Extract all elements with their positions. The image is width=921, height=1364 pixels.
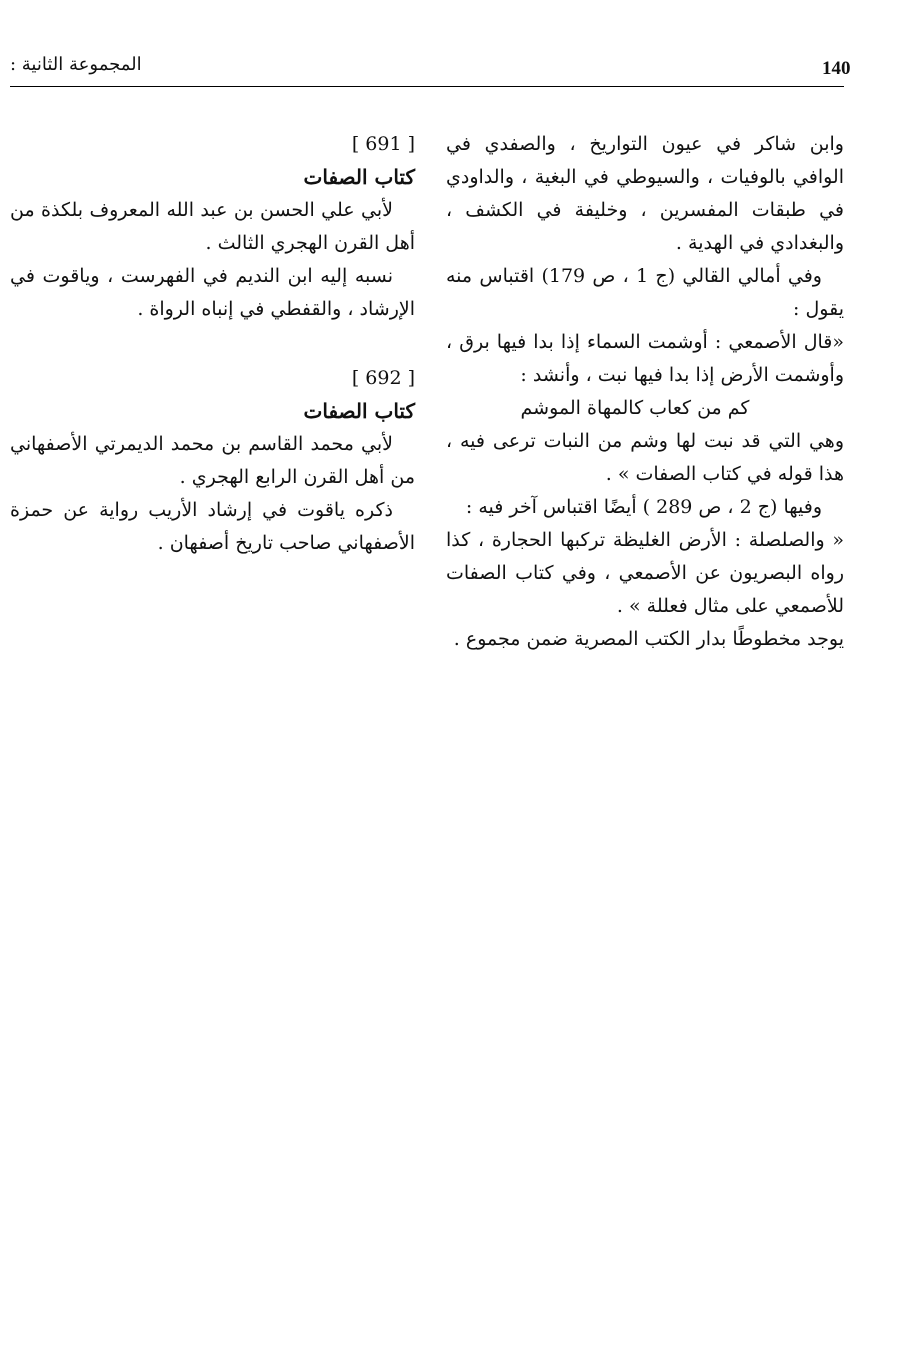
paragraph: وهي التي قد نبت لها وشم من النبات ترعى فيه ، هذا قوله في كتاب الصفات » .: [446, 430, 844, 485]
page-header: [10, 48, 851, 87]
paragraph: وفيها (ج 2 ، ص 289 ) أيضًا اقتباس آخر فيه :: [465, 496, 822, 518]
left-column: [10, 128, 415, 560]
paragraph: وابن شاكر في عيون التواريخ ، والصفدي في الوافي بالوفيات ، والسيوطي في البغية ، والداودي في طبقات المفسرين ، وخليفة في الكشف ، والبغدادي في الهدية .: [446, 133, 844, 254]
entry-spacer: [10, 326, 415, 362]
paragraph: نسبه إليه ابن النديم في الفهرست ، وياقوت في الإرشاد ، والقفطي في إنباه الرواة .: [10, 265, 415, 320]
paragraph: لأبي محمد القاسم بن محمد الديمرتي الأصفهاني من أهل القرن الرابع الهجري .: [10, 433, 415, 488]
paragraph: ذكره ياقوت في إرشاد الأريب رواية عن حمزة الأصفهاني صاحب تاريخ أصفهان .: [10, 499, 415, 554]
entry-691: [10, 128, 415, 326]
paragraph: يوجد مخطوطًا بدار الكتب المصرية ضمن مجموع .: [453, 628, 844, 650]
entry-number: [ 691 ]: [351, 133, 415, 155]
running-title: المجموعة الثانية :: [10, 54, 142, 75]
entry-number: [ 692 ]: [351, 367, 415, 389]
verse-line: كم من كعاب كالمهاة الموشم: [520, 397, 750, 419]
entry-title: كتاب الصفات: [303, 399, 415, 423]
entry-title: كتاب الصفات: [303, 165, 415, 189]
page-number: 140: [822, 58, 851, 79]
quote-paragraph: «قال الأصمعي : أوشمت السماء إذا بدا فيها برق ، وأوشمت الأرض إذا بدا فيها نبت ، وأنشد :: [446, 331, 844, 386]
entry-692: [10, 362, 415, 560]
quote-paragraph: « والصلصلة : الأرض الغليظة تركبها الحجارة ، كذا رواه البصريون عن الأصمعي ، وفي كتاب الصفات للأصمعي على مثال فعللة » .: [446, 529, 844, 617]
paragraph: لأبي علي الحسن بن عبد الله المعروف بلكذة من أهل القرن الهجري الثالث .: [10, 199, 415, 254]
paragraph: وفي أمالي القالي (ج 1 ، ص 179) اقتباس منه يقول :: [446, 265, 844, 320]
right-column: [446, 128, 844, 656]
